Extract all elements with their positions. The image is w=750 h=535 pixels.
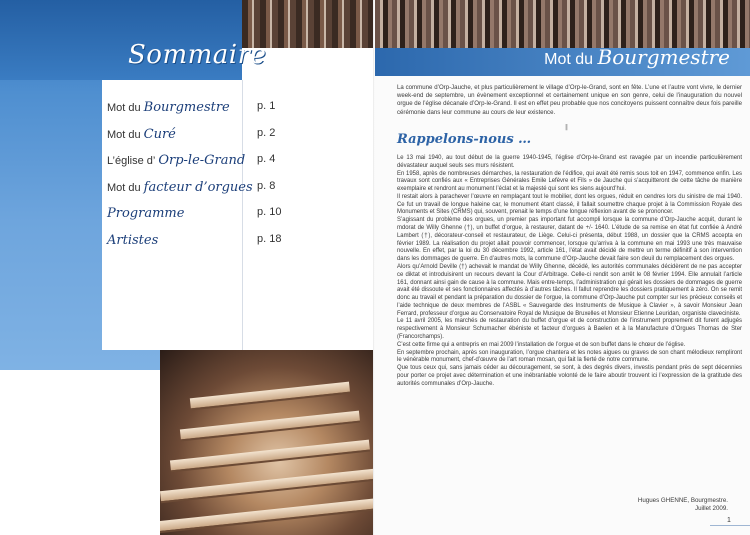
toc-item-title: facteur d’orgues	[143, 179, 253, 195]
organ-pipes-photo-top-right	[375, 0, 750, 48]
paragraph: Le 11 avril 2005, les marchés de restauration du buffet d’orgue et de construction de l’instrument proprement dit furent adjugés respectivement à Monsieur Schumacher ébéniste et facteur d’orgues à Baelen et à la Manufacture d’Orgues Thomas de Ster (Francorchamps).	[397, 318, 742, 340]
toc-item-title: Programme	[107, 206, 185, 221]
right-page	[375, 0, 750, 535]
toc-item-bourgmestre[interactable]	[107, 100, 287, 127]
article-body	[397, 155, 742, 388]
toc-item-programme[interactable]	[107, 206, 287, 233]
toc-item-prefix: Mot du	[107, 102, 141, 114]
page-number-rule	[710, 525, 750, 526]
toc-item-page: p. 18	[257, 232, 282, 245]
toc-item-title: Bourgmestre	[143, 100, 230, 115]
sommaire-title: Sommaire	[128, 40, 267, 70]
paragraph: En 1958, après de nombreuses démarches, la restauration de l’édifice, qui avait été remis sous toit en 1947, commence enfin. Les travaux sont confiés aux « Entreprises Générales Emile Lefèvre et Fils » de Jauche qui s’acquitteront de cette tâche de manière exemplaire et rendront au monument l’éclat et la majesté qui sont les siens aujourd’hui.	[397, 170, 742, 193]
keyboard-row	[160, 498, 375, 534]
toc-item-page: p. 4	[257, 153, 276, 165]
toc-item-page: p. 10	[257, 206, 282, 218]
signature	[638, 497, 728, 513]
intro-paragraph: La commune d’Orp-Jauche, et plus particulièrement le village d’Orp-le-Grand, sont en fête. L’une et l’autre vont vivre, le dernier week-end de septembre, un évènement exceptionnel et certainement unique en son genre, celui de l’inauguration du nouvel orgue de l’église décanale d’Orp-le-Grand. Il est en effet peu probable que nos concitoyens puissent connaître deux fois pareille cérémonie dans leur commune au cours de leur existence.	[397, 84, 742, 116]
organ-keyboard-photo	[160, 350, 375, 535]
mot-du-bourgmestre-title	[544, 45, 730, 69]
toc-item-page: p. 2	[257, 126, 276, 139]
table-of-contents	[107, 100, 287, 259]
toc-item-prefix: Mot du	[107, 181, 141, 194]
paragraph: En septembre prochain, après son inauguration, l’orgue chantera et les notes aigues ou graves de son chant mélodieux rempliront le vénérable monument, chef-d’œuvre de l’art roman mosan, qui fait la fierté de notre commune.	[397, 349, 742, 364]
page-number: 1	[727, 517, 731, 524]
paragraph: C’est cette firme qui a entrepris en mai 2009 l’installation de l’orgue et de son buffet dans le chœur de l’église.	[397, 341, 686, 348]
toc-item-eglise[interactable]	[107, 153, 287, 180]
toc-item-title: Curé	[143, 126, 176, 142]
title-script: Bourgmestre	[597, 45, 730, 69]
paragraph: Alors qu’Arnold Deville (†) achevait le mandat de Willy Ghenne, décédé, les autorités communales décidèrent de ne pas accepter ce diktat et introduisirent un recours devant la Cour d’Arbitrage. Celle-ci rendit son arrêt le 08 février 1994. Elle annulait l’article 161, donnant ainsi gain de cause à la commune. Mais entre-temps, l’administration qui gérait les dossiers de dommages de guerre avait été dissoute et ses fonctionnaires affectés à d’autres tâches. Il fallut reprendre les dossiers pratiquement à zéro. On se remit donc au travail et pendant la préparation du dossier de l’orgue, la commune d’Orp-Jauche put compter sur les précieux conseils et l’aide technique de deux membres de l’ASBL « Sauvegarde des Instruments de Musique à Clavier », à savoir Monsieur Jean Ferrard, professeur d’orgue au Conservatoire Royal de Musique de Bruxelles et Monsieur Etienne Leuridan, organiste claveciniste.	[397, 263, 742, 317]
signature-name: Hugues GHENNE, Bourgmestre.	[637, 497, 728, 504]
margin-mark: ‖	[565, 124, 568, 131]
paragraph: Que tous ceux qui, sans jamais céder au découragement, se sont, à des degrés divers, investis pendant près de sept décennies pour porter ce projet avec détermination et une inébranlable volonté de le faire aboutir trouvent ici l’expression de la gratitude des autorités communales d’Orp-Jauche.	[397, 365, 742, 387]
toc-item-title: Orp-le-Grand	[158, 153, 246, 168]
toc-item-page: p. 8	[257, 179, 276, 192]
toc-item-cure[interactable]	[107, 127, 287, 154]
title-prefix: Mot du	[544, 51, 594, 68]
paragraph: Le 13 mai 1940, au tout début de la guerre 1940-1945, l’église d’Orp-le-Grand est ravagée par un incendie particulièrement dévastateur auquel seuls ses murs résistent.	[397, 155, 742, 169]
keyboard-row	[190, 382, 350, 411]
toc-item-prefix: L’église d’	[107, 155, 156, 167]
toc-item-page: p. 1	[257, 100, 276, 112]
paragraph: S’agissant du problème des orgues, un premier pas important fut accompli lorsque la commune d’Orp-Jauche acquit, durant le mdorat de Willy Ghenne (†), un buffet d’orgue, à restaurer, datant de +/- 1640. L’étude de sa remise en état fut confiée à André Lambert (†), décorateur-conseil et restaurateur, de Liège. Celui-ci présenta, début 1988, un dossier que la CRMS accepta en février 1989. La réalisation du projet allait pouvoir commencer, lorsque qu’arriva à la commune en mai 1993 une très mauvaise nouvelle. En effet, par la loi du 30 décembre 1992, article 161, l’état avait décidé de mettre un terme définitif à son intervention dans les dommages de guerre. En d’autres mots, la commune d’Orp-Jauche devait faire son deuil du remplacement des orgues.	[397, 217, 742, 263]
toc-item-title: Artistes	[107, 232, 159, 248]
section-title: Rappelons-nous …	[397, 132, 532, 147]
toc-item-prefix: Mot du	[107, 128, 141, 141]
keyboard-row	[180, 411, 360, 442]
keyboard-row	[160, 469, 375, 503]
paragraph: Il restait alors à parachever l’œuvre en remplaçant tout le mobilier, dont les orgues, réduit en cendres lors du sinistre de mai 1940. Ce fut un travail de longue haleine car, le monument étant classé, il fallait soumettre chaque projet à la Commission Royale des Monuments et Sites (CRMS) qui, souvent, prenait le temps d’une longue réflexion avant de se prononcer.	[397, 193, 742, 216]
toc-item-facteur[interactable]	[107, 180, 287, 207]
signature-date: Juillet 2009.	[694, 505, 728, 512]
keyboard-row	[170, 440, 370, 473]
toc-item-artistes[interactable]	[107, 233, 287, 260]
